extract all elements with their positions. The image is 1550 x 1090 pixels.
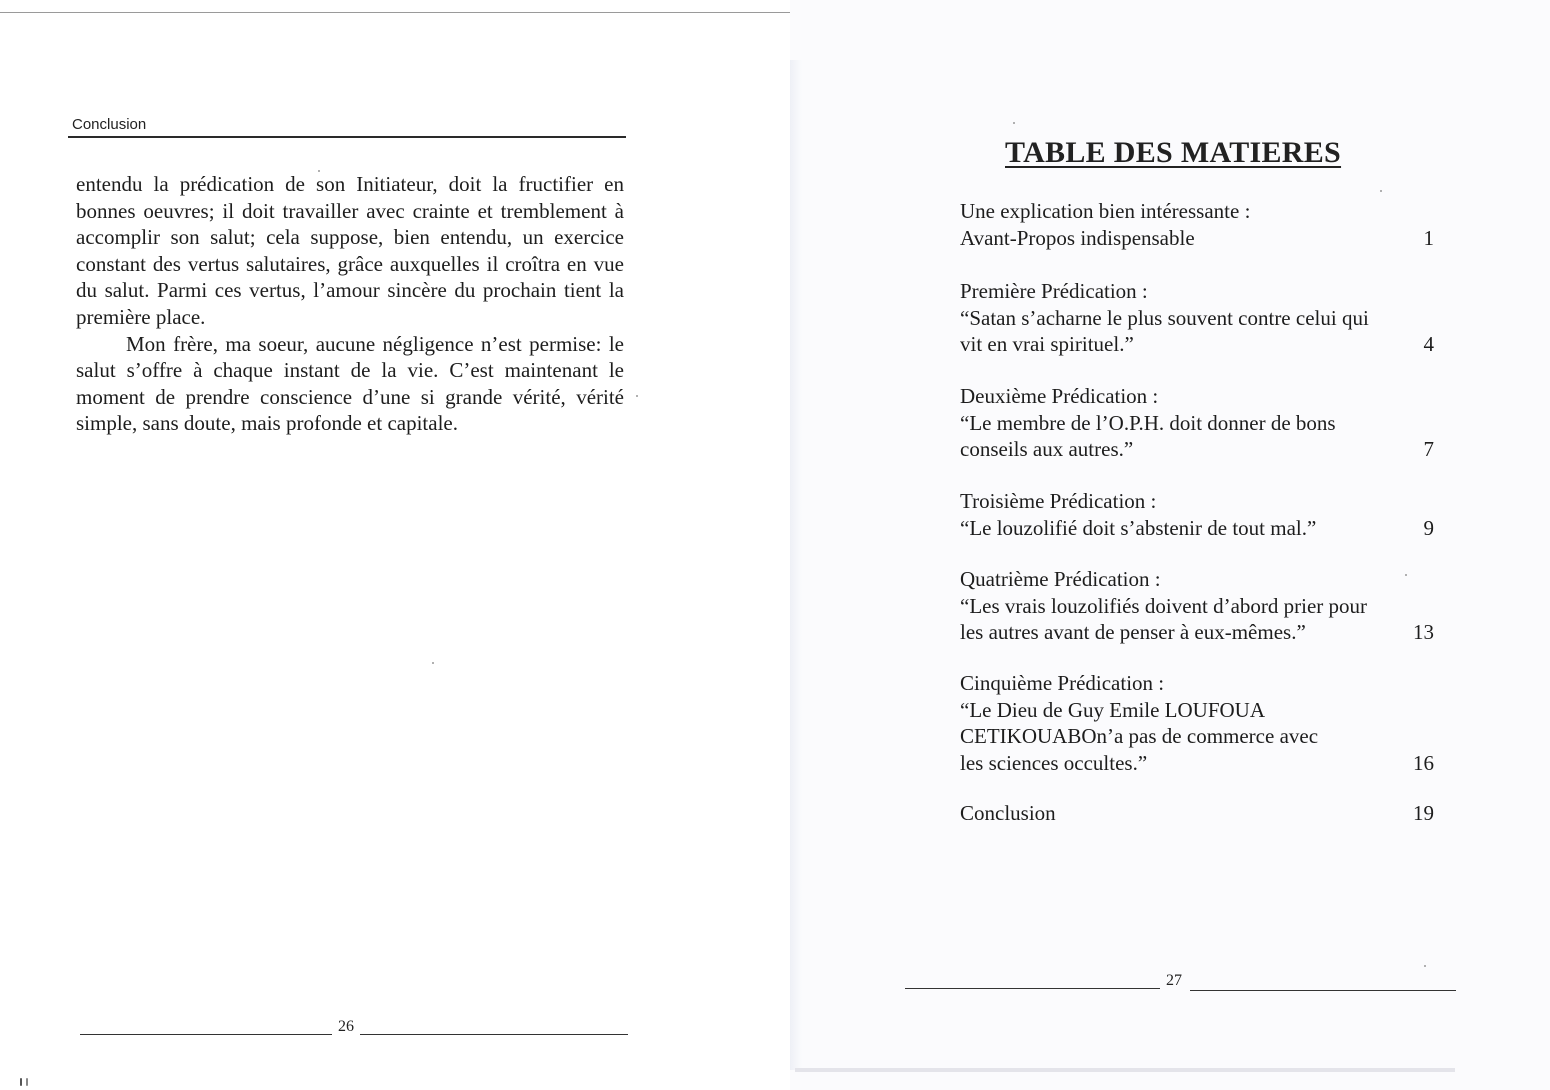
toc-page-number: 19 <box>1413 801 1434 825</box>
page-bottom-shade <box>795 1068 1455 1072</box>
toc-entry-line: les sciences occultes.” <box>960 750 1148 775</box>
toc-entry-line: Quatrième Prédication : <box>960 567 1161 591</box>
toc-entry-line: CETIKOUABOn’a pas de commerce avec <box>960 724 1319 748</box>
paragraph-2: Mon frère, ma soeur, aucune négligence n’est permise: le salut s’offre à chaque instant de la vie. C’est maintenant le moment de prendre conscience d’une si grande vérité, vérité simple, sans doute, mais profonde et capitale. <box>76 331 624 436</box>
page-number-left: 26 <box>338 1018 354 1035</box>
toc-entry[interactable] <box>960 800 1450 827</box>
toc-page-number: 16 <box>1413 750 1434 775</box>
page-number-right: 27 <box>1166 972 1182 989</box>
scan-speck <box>1380 190 1382 192</box>
scan-speck <box>20 1078 22 1086</box>
toc-page-number: 7 <box>1423 437 1434 461</box>
scan-speck <box>432 662 434 664</box>
toc-entry-line: Première Prédication : <box>960 279 1148 303</box>
folio-rule-left <box>905 988 1160 989</box>
toc-page-number: 1 <box>1423 225 1434 250</box>
toc-entry-line: vit en vrai spirituel.” <box>960 332 1134 356</box>
toc-entry-line: “Le membre de l’O.P.H. doit donner de bons <box>960 410 1336 435</box>
page-gutter-shade <box>790 60 802 1070</box>
folio-rule-left <box>80 1034 332 1035</box>
toc-page-number: 9 <box>1423 515 1434 540</box>
toc-entry[interactable] <box>960 383 1450 463</box>
toc-entry[interactable] <box>960 670 1450 776</box>
toc-entry[interactable] <box>960 278 1450 358</box>
running-head: Conclusion <box>72 116 147 133</box>
scan-speck <box>1013 122 1015 124</box>
toc-entry-line: conseils aux autres.” <box>960 437 1134 461</box>
running-head-rule <box>68 136 626 138</box>
toc-entry[interactable] <box>960 566 1450 646</box>
toc-entry-line: Troisième Prédication : <box>960 489 1157 513</box>
toc-entry-line: Deuxième Prédication : <box>960 384 1159 408</box>
toc-title: TABLE DES MATIERES <box>1005 136 1342 169</box>
toc-entry-line: Avant-Propos indispensable <box>960 225 1195 250</box>
toc-entry-line: Une explication bien intéressante : <box>960 199 1251 223</box>
scan-speck <box>318 170 320 172</box>
toc-entry-line: “Satan s’acharne le plus souvent contre celui qui <box>960 305 1369 330</box>
toc-entry-line: Cinquième Prédication : <box>960 671 1165 695</box>
toc-page-number: 4 <box>1423 332 1434 356</box>
scan-speck <box>1405 574 1407 576</box>
paragraph-1: entendu la prédication de son Initiateur, doit la fructifier en bonnes oeuvres; il doit travailler avec crainte et tremblement à accomplir son salut; cela suppose, bien entendu, un exercice constant des vertus salutaires, grâce auxquelles il croîtra en vue du salut. Parmi ces vertus, l’amour sincère du prochain tient la première place. <box>76 172 624 329</box>
toc-entry-line: “Le Dieu de Guy Emile LOUFOUA <box>960 697 1266 722</box>
toc-entry-line: “Les vrais louzolifiés doivent d’abord prier pour <box>960 593 1368 618</box>
scan-speck <box>26 1078 28 1086</box>
scan-speck <box>636 395 638 397</box>
body-text <box>76 171 624 437</box>
scan-speck <box>1424 965 1426 967</box>
toc-entry-line: “Le louzolifié doit s’abstenir de tout mal.” <box>960 515 1317 540</box>
toc-entry[interactable] <box>960 198 1450 251</box>
toc-entry[interactable] <box>960 488 1450 541</box>
toc-entry-line: Conclusion <box>960 801 1056 825</box>
folio-rule-right <box>1190 990 1456 991</box>
toc-entry-line: les autres avant de penser à eux-mêmes.” <box>960 620 1306 644</box>
folio-rule-right <box>360 1034 628 1035</box>
toc-page-number: 13 <box>1413 620 1434 644</box>
